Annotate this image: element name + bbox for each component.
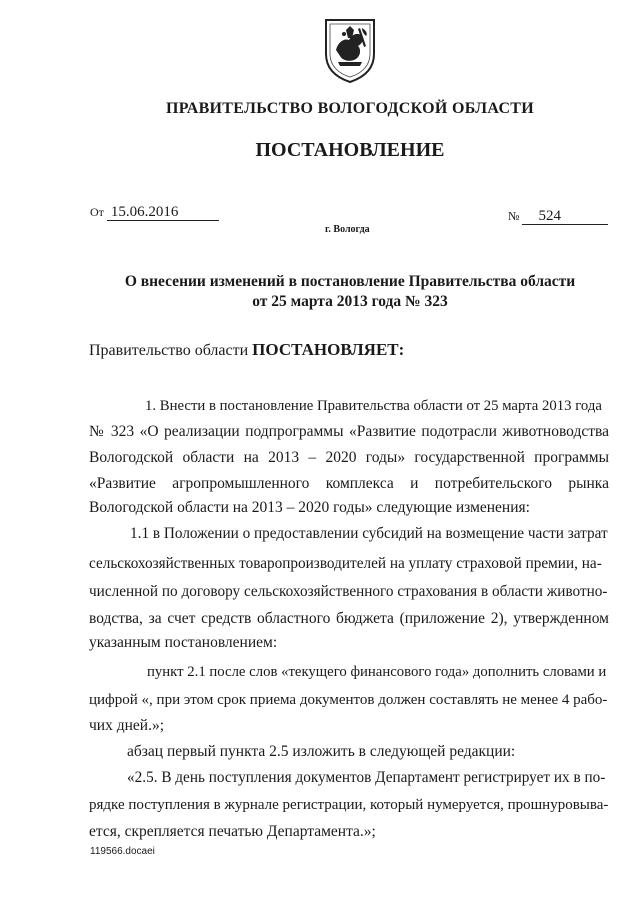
body-line: Вологодской области на 2013 – 2020 годы» государственной программы — [89, 449, 609, 466]
body-line: абзац первый пункта 2.5 изложить в следующей редакции: — [127, 743, 516, 760]
date-field — [90, 204, 219, 221]
subject-line: О внесении изменений в постановление Правительства области — [124, 273, 576, 290]
body-line: 1. Внести в постановление Правительства области от 25 марта 2013 года — [145, 398, 602, 414]
preamble — [89, 340, 404, 360]
body-line: указанным постановлением: — [89, 634, 278, 651]
preamble-verb: ПОСТАНОВЛЯЕТ: — [252, 340, 405, 359]
body-line: рядке поступления в журнале регистрации, который нумеруется, прошнуровыва- — [89, 797, 609, 813]
document-type: ПОСТАНОВЛЕНИЕ — [255, 139, 445, 161]
coat-of-arms-emblem — [322, 16, 378, 84]
body-line: сельскохозяйственных товаропроизводителей на уплату страховой премии, на- — [89, 555, 602, 572]
body-line: № 323 «О реализации подпрограммы «Развитие подотрасли животноводства — [89, 423, 609, 440]
number-value: 524 — [522, 208, 608, 225]
body-line: цифрой «, при этом срок приема документов должен составлять не менее 4 рабо- — [89, 692, 608, 708]
body-line: водства, за счет средств областного бюджета (приложение 2), утвержденном — [89, 610, 609, 627]
body-line: ется, скрепляется печатью Департамента.»; — [89, 823, 376, 840]
preamble-text: Правительство области — [89, 342, 253, 359]
date-prefix: От — [90, 205, 104, 219]
date-value: 15.06.2016 — [107, 204, 219, 221]
body-line: чих дней.»; — [89, 717, 165, 734]
number-prefix: № — [508, 209, 520, 223]
number-field — [508, 208, 608, 225]
government-title: ПРАВИТЕЛЬСТВО ВОЛОГОДСКОЙ ОБЛАСТИ — [165, 100, 535, 117]
body-line: пункт 2.1 после слов «текущего финансового года» дополнить словами и — [147, 664, 607, 680]
city-label: г. Вологда — [325, 224, 370, 235]
file-reference: 119566.docaei — [90, 846, 155, 857]
document-subject — [100, 272, 600, 312]
body-line: 1.1 в Положении о предоставлении субсидий на возмещение части затрат — [130, 525, 608, 542]
body-line: «Развитие агропромышленного комплекса и потребительского рынка — [89, 475, 609, 492]
subject-line: от 25 марта 2013 года № 323 — [252, 293, 448, 310]
body-line: Вологодской области на 2013 – 2020 годы» следующие изменения: — [89, 499, 530, 516]
body-line: численной по договору сельскохозяйственного страхования в области животно- — [89, 583, 608, 600]
body-line: «2.5. В день поступления документов Департамент регистрирует их в по- — [127, 769, 606, 786]
